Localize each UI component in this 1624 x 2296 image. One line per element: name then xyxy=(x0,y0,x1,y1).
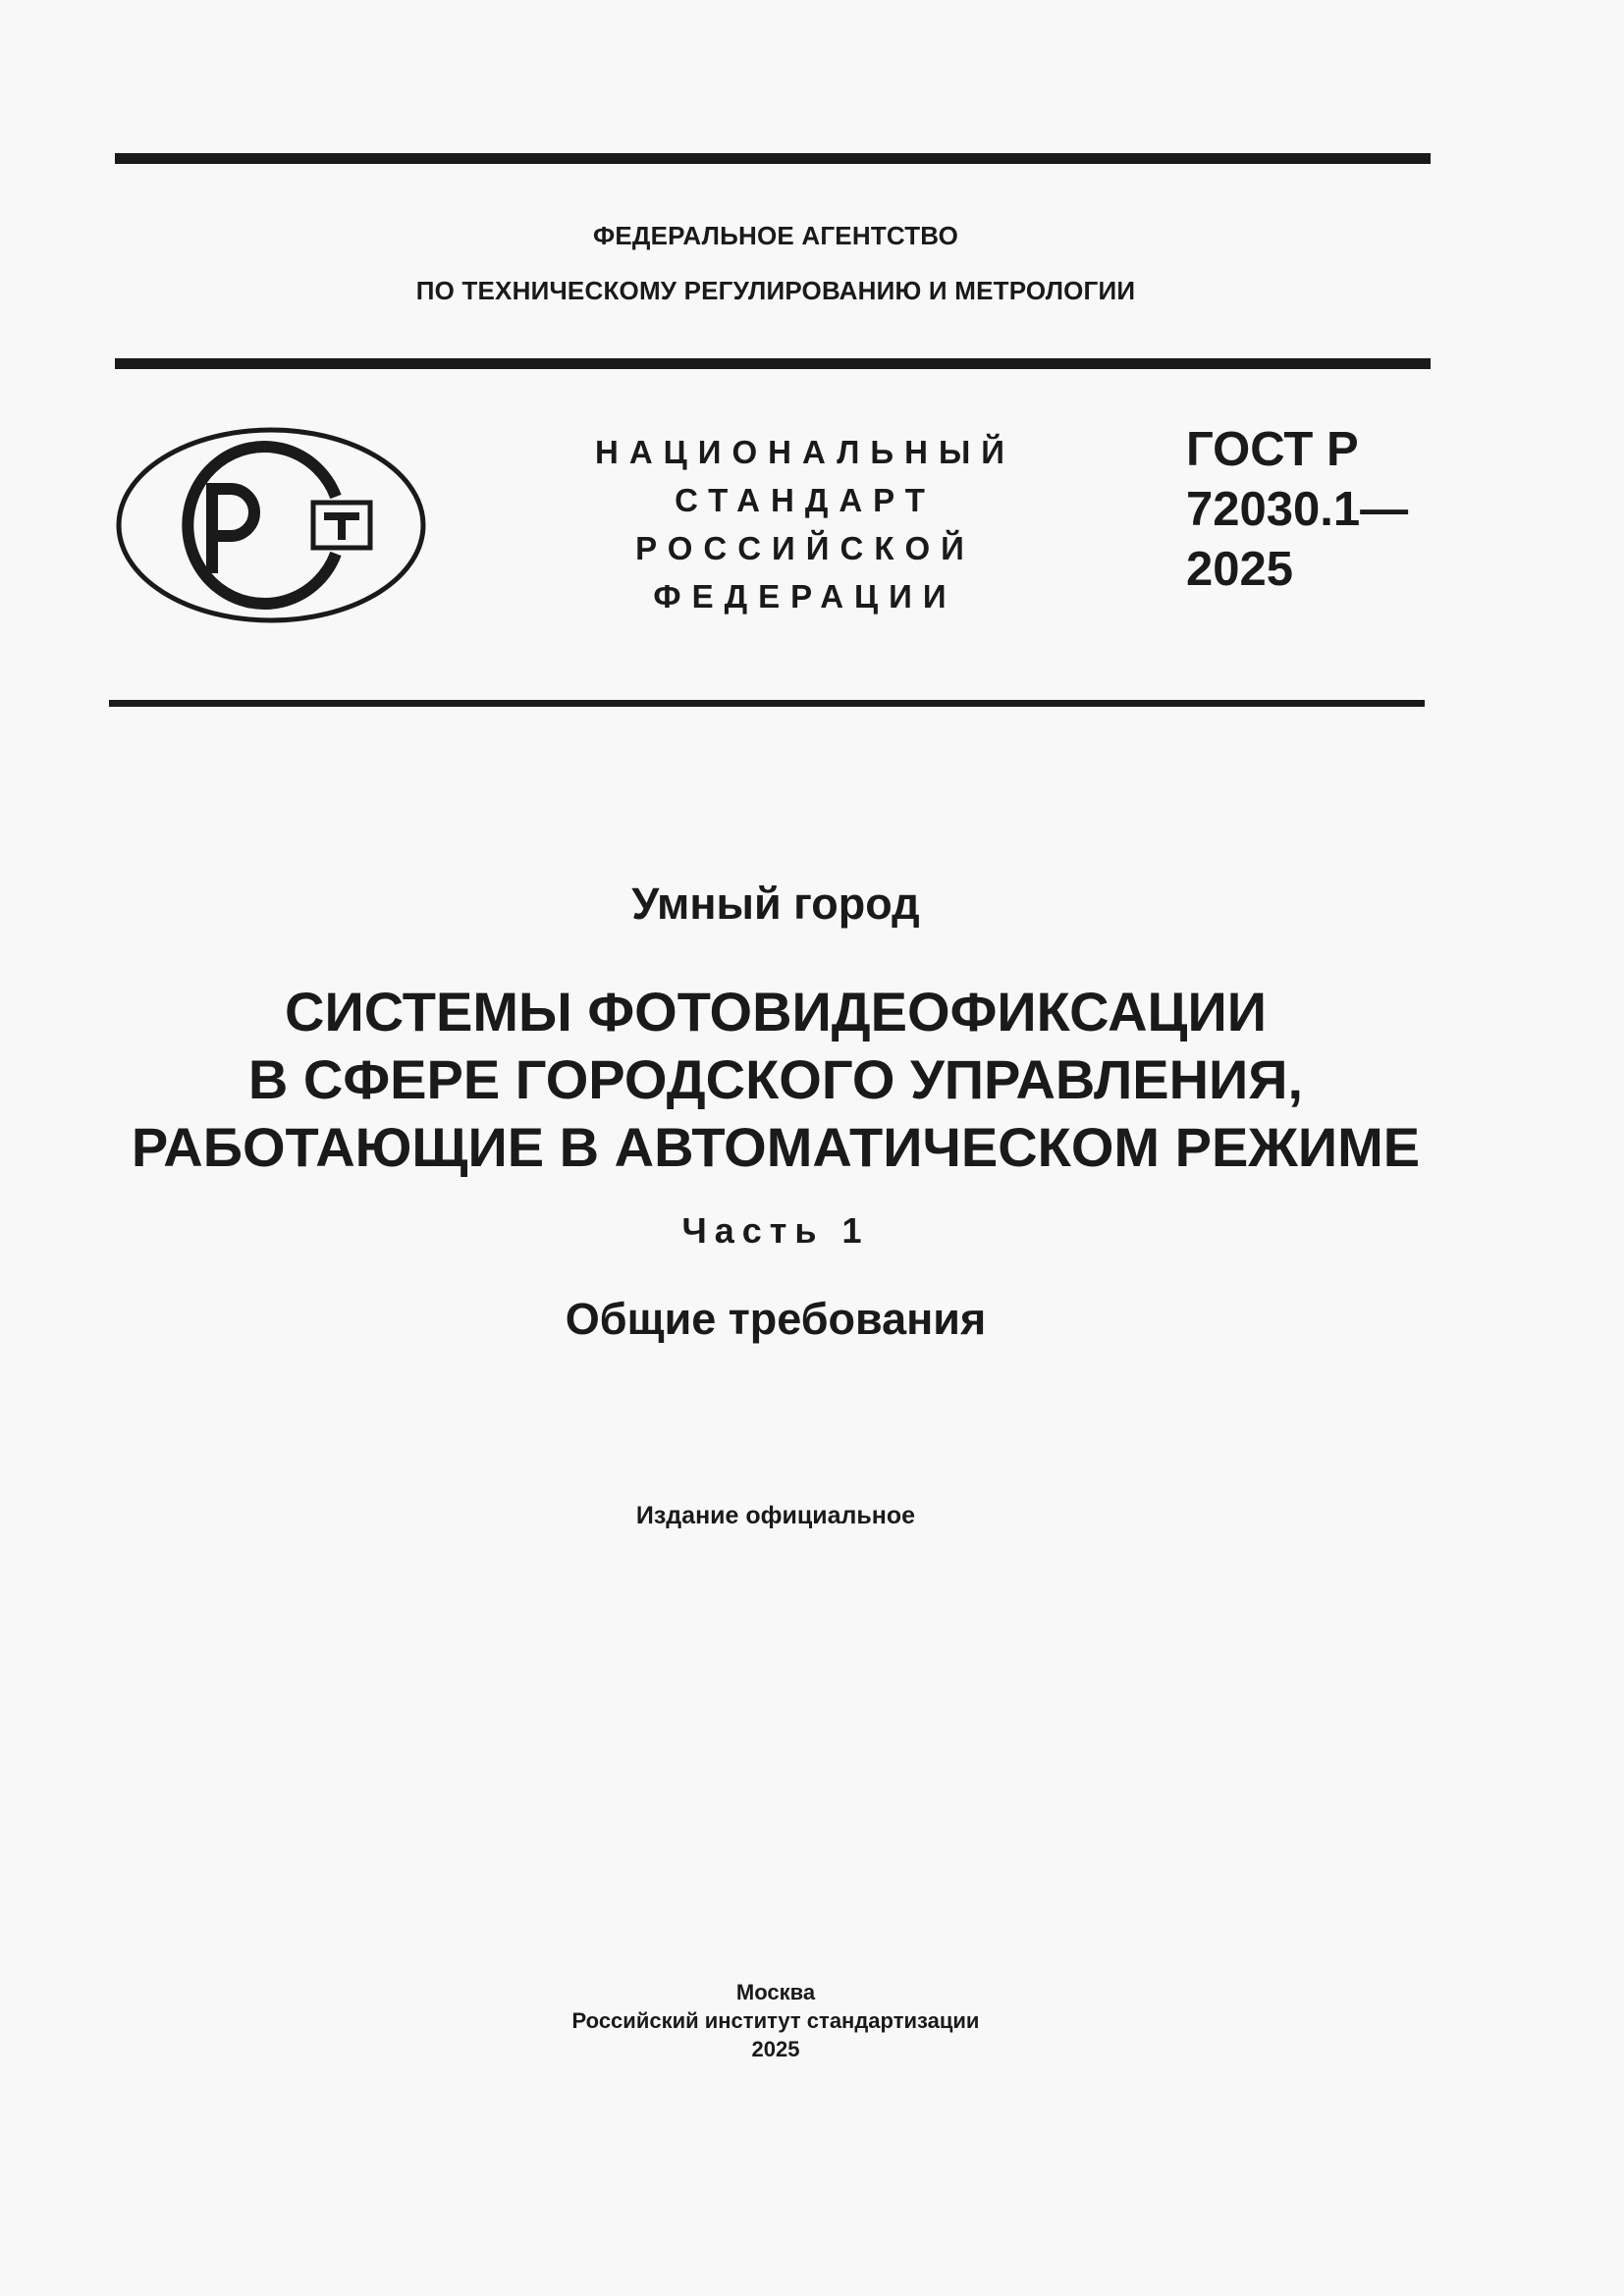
standard-designation xyxy=(1186,420,1408,600)
part-subtitle: Общие требования xyxy=(565,1294,987,1344)
document-title xyxy=(0,978,1551,1181)
document-title-line: РАБОТАЮЩИЕ В АВТОМАТИЧЕСКОМ РЕЖИМЕ xyxy=(131,1116,1421,1178)
rst-certification-mark-icon xyxy=(115,426,427,624)
national-standard-line: ФЕДЕРАЦИИ xyxy=(653,578,957,614)
national-standard-label xyxy=(550,428,1060,620)
designation-line: 2025 xyxy=(1186,543,1294,596)
series-title: Умный город xyxy=(631,879,920,929)
imprint xyxy=(0,1978,1551,2063)
agency-name-line-2: ПО ТЕХНИЧЕСКОМУ РЕГУЛИРОВАНИЮ И МЕТРОЛОГИИ xyxy=(415,276,1136,305)
edition-note: Издание официальное xyxy=(635,1502,916,1529)
header-bottom-rule xyxy=(109,700,1425,707)
imprint-year: 2025 xyxy=(751,2037,800,2061)
document-title-line: В СФЕРЕ ГОРОДСКОГО УПРАВЛЕНИЯ, xyxy=(247,1048,1304,1110)
part-label: Часть 1 xyxy=(681,1210,870,1251)
designation-line: ГОСТ Р xyxy=(1186,423,1359,476)
top-rule xyxy=(115,153,1431,164)
header-divider-rule xyxy=(115,358,1431,369)
national-standard-line: РОССИЙСКОЙ xyxy=(635,530,975,566)
document-title-line: СИСТЕМЫ ФОТОВИДЕОФИКСАЦИИ xyxy=(285,981,1267,1042)
national-standard-line: НАЦИОНАЛЬНЫЙ xyxy=(595,434,1015,470)
agency-name-line-1: ФЕДЕРАЛЬНОЕ АГЕНТСТВО xyxy=(592,221,959,250)
imprint-publisher: Российский институт стандартизации xyxy=(571,2008,980,2033)
imprint-city: Москва xyxy=(735,1980,816,2004)
designation-line: 72030.1— xyxy=(1186,483,1409,536)
national-standard-line: СТАНДАРТ xyxy=(675,482,936,518)
